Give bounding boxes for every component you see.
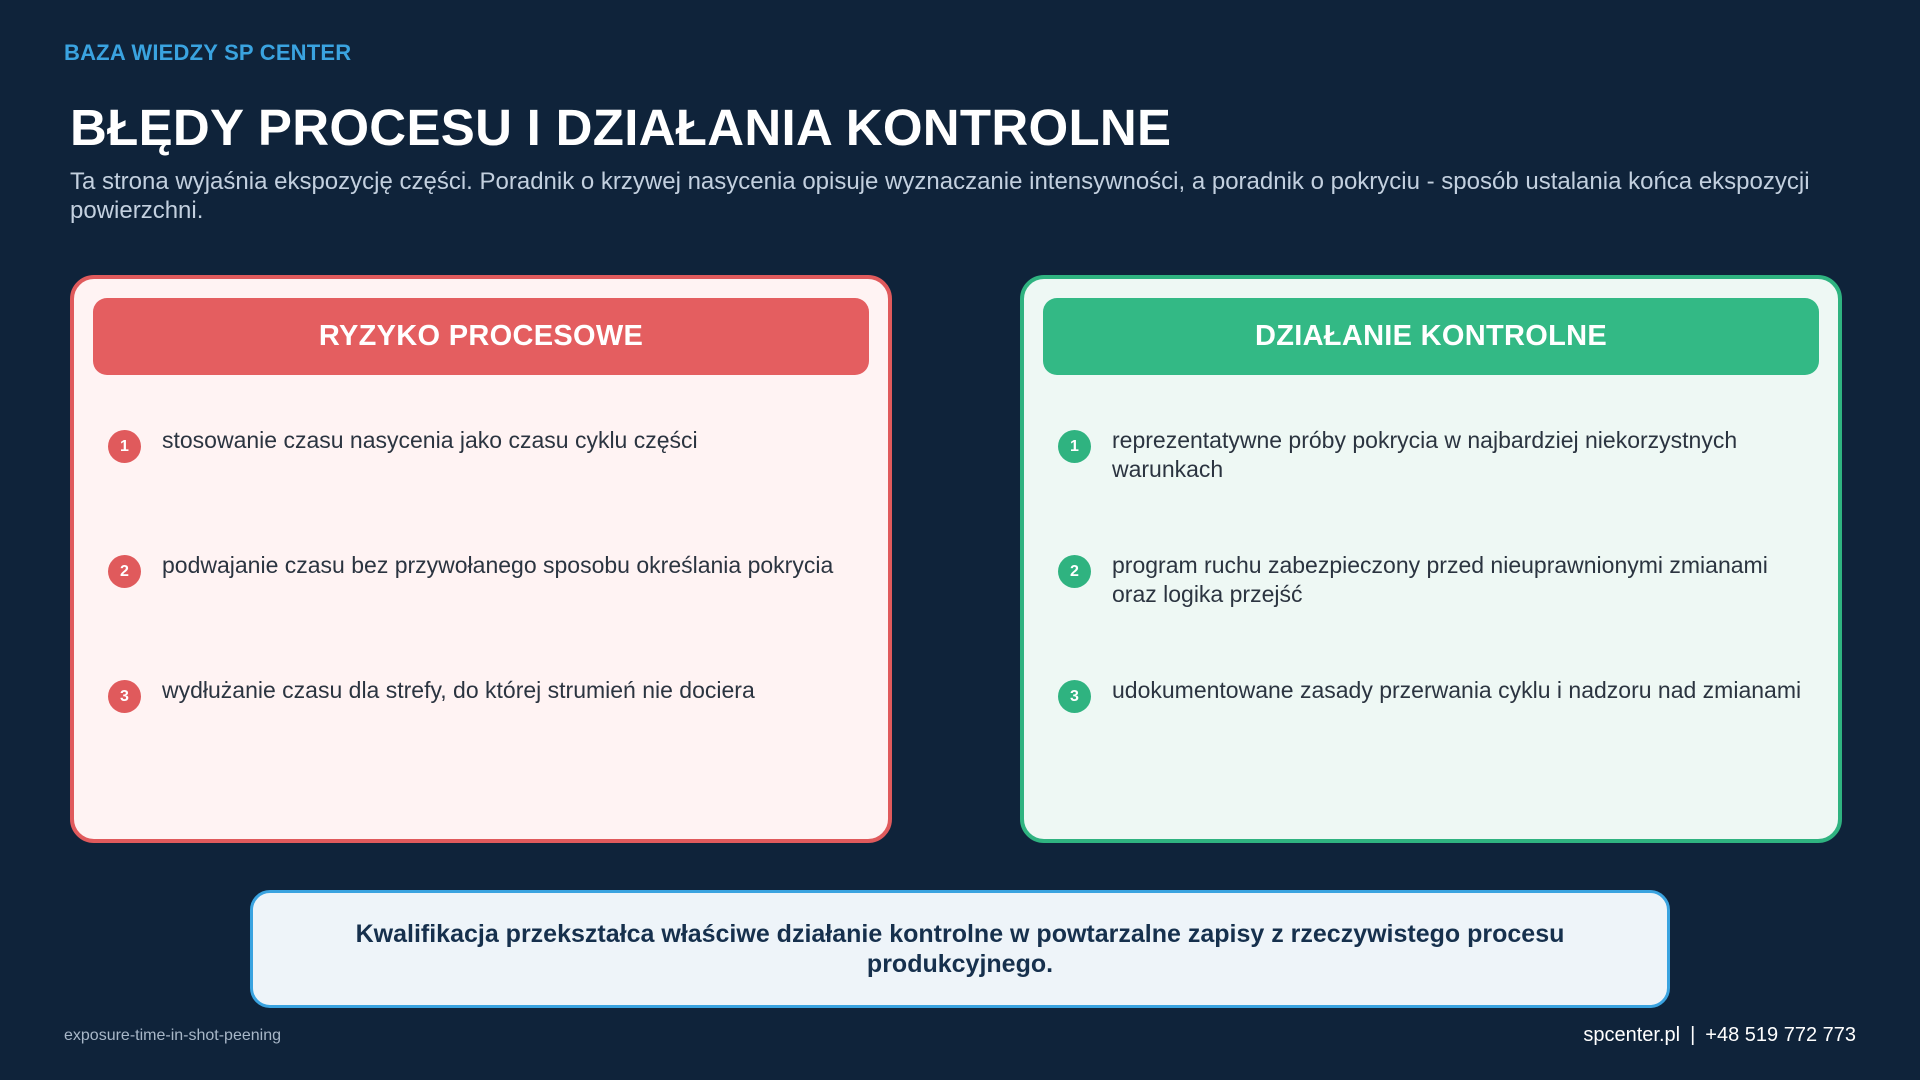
control-item-number: 1 (1058, 430, 1091, 463)
brand-label: BAZA WIEDZY SP CENTER (64, 40, 352, 65)
control-item-number: 2 (1058, 555, 1091, 588)
summary-box: Kwalifikacja przekształca właściwe działanie kontrolne w powtarzalne zapisy z rzeczywistego procesu produkcyjnego. (250, 890, 1670, 1008)
risk-item-text: podwajanie czasu bez przywołanego sposobu określania pokrycia (162, 552, 834, 578)
contact-separator: | (1690, 1024, 1696, 1046)
control-item-text: program ruchu zabezpieczony przed nieuprawnionymi zmianami oraz logika przejść (1112, 552, 1768, 607)
control-item-number: 3 (1058, 680, 1091, 713)
website-link[interactable]: spcenter.pl (1583, 1024, 1681, 1046)
phone-number[interactable]: +48 519 772 773 (1705, 1024, 1856, 1046)
page-subtitle: Ta strona wyjaśnia ekspozycję części. Poradnik o krzywej nasycenia opisuje wyznaczanie intensywności, a poradnik o pokryciu - sposób ustalania końca ekspozycji powierzchni. (70, 168, 1810, 224)
risk-item-number: 2 (108, 555, 141, 588)
risk-item-number: 1 (108, 430, 141, 463)
risk-item-number: 3 (108, 680, 141, 713)
page-slug: exposure-time-in-shot-peening (64, 1027, 281, 1044)
risk-panel (70, 275, 892, 843)
control-panel (1020, 275, 1842, 843)
risk-item-text: stosowanie czasu nasycenia jako czasu cyklu części (162, 427, 698, 453)
control-item-text: udokumentowane zasady przerwania cyklu i nadzoru nad zmianami (1112, 677, 1802, 703)
contact-info (1583, 1024, 1856, 1047)
control-item-text: reprezentatywne próby pokrycia w najbardziej niekorzystnych warunkach (1112, 427, 1738, 482)
risk-panel-heading: RYZYKO PROCESOWE (93, 298, 869, 375)
page-title: BŁĘDY PROCESU I DZIAŁANIA KONTROLNE (70, 99, 1172, 156)
risk-item-text: wydłużanie czasu dla strefy, do której strumień nie dociera (162, 677, 755, 703)
control-panel-heading: DZIAŁANIE KONTROLNE (1043, 298, 1819, 375)
